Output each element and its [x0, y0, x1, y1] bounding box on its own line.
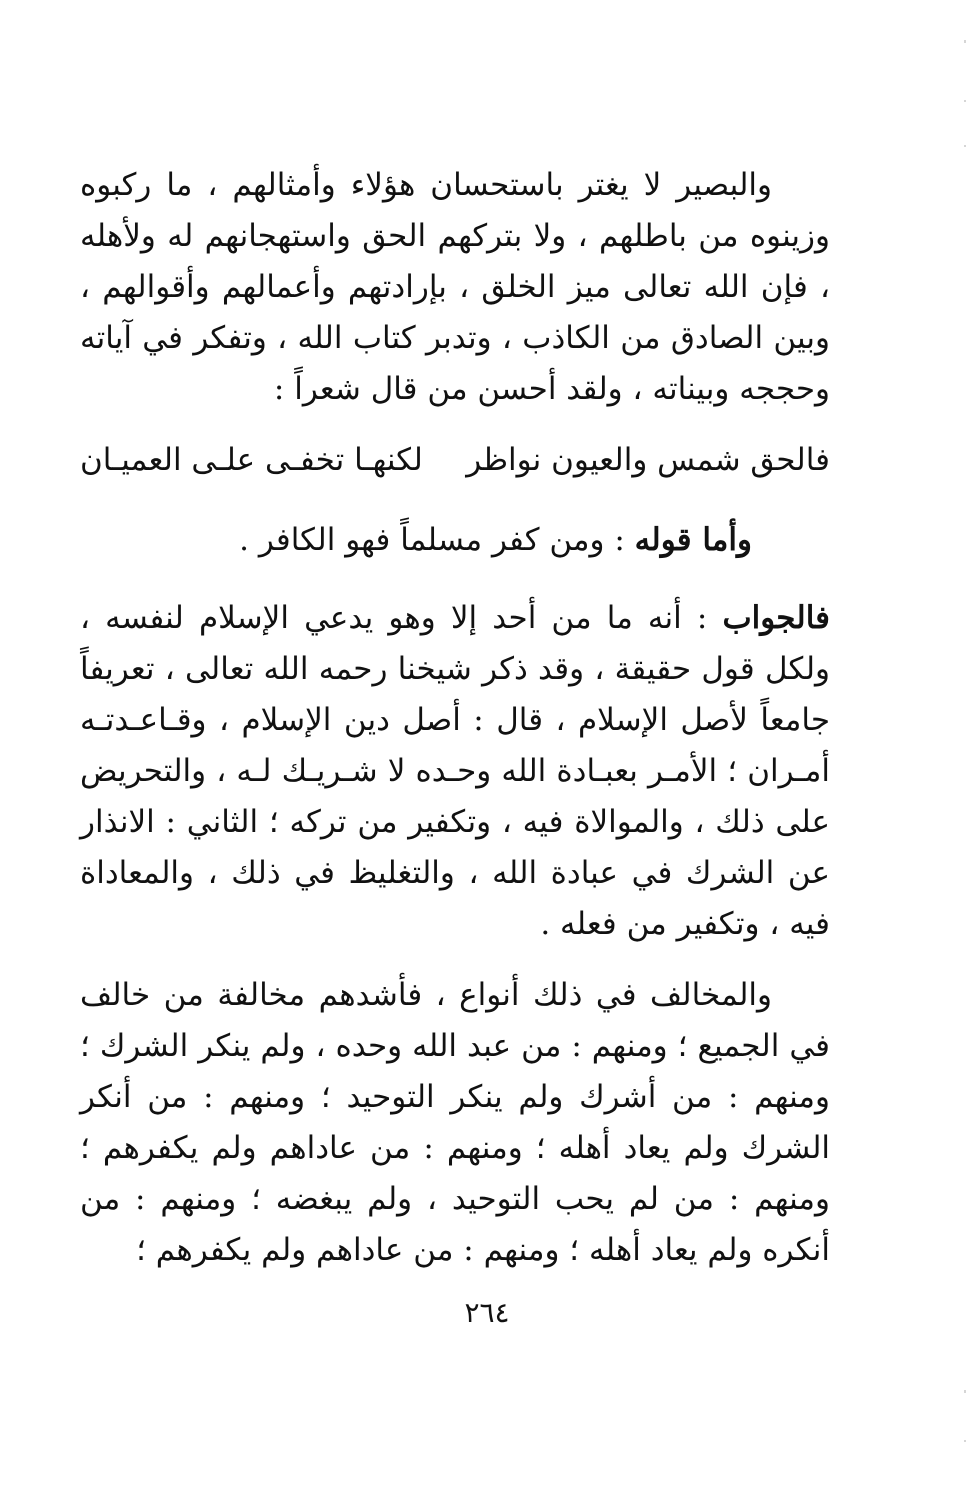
verse-second-hemistich: لكنهـا تخفـى علـى العميـان: [80, 442, 423, 478]
paragraph-mukhalif: والمخالف في ذلك أنواع ، فأشدهم مخالفة من خالف في الجميع ؛ ومنهم : من عبد الله وحده ، ولم ينكر الشرك ؛ ومنهم : من أشرك ولم ينكر التوحيد ؛ ومنهم : من أنكر الشرك ولم يعاد أهله ؛ ومنهم : من عاداهم ولم يكفرهم ؛ ومنهم : من لم يحب التوحيد ، ولم يبغضه ؛ ومنهم : من أنكره ولم يعاد أهله ؛ ومنهم : من عاداهم ولم يكفرهم ؛: [80, 977, 830, 1268]
paragraph-opening: والبصير لا يغتر باستحسان هؤلاء وأمثالهم ، ما ركبوه وزينوه من باطلهم ، ولا بتركهم الحق واستهجانهم له ولأهله ، فإن الله تعالى ميز الخلق ، بإرادتهم وأعمالهم وأقوالهم ، وبين الصادق من الكاذب ، وتدبر كتاب الله ، وتفكر في آياته وحججه وبيناته ، ولقد أحسن من قال شعراً :: [80, 167, 830, 407]
jawab-text: : أنه ما من أحد إلا وهو يدعي الإسلام لنفسه ، ولكل قول حقيقة ، وقد ذكر شيخنا رحمه الله تعالى ، تعريفاً جامعاً لأصل الإسلام ، قال : أصل دين الإسلام ، وقـاعـدتـه أمـران ؛ الأمـر بعبـادة الله وحـده لا شـريـك لـه ، والتحريض على ذلك ، والموالاة فيه ، وتكفير من تركه ؛ الثاني : الانذار عن الشرك في عبادة الله ، والتغليظ في ذلك ، والمعاداة فيه ، وتكفير من فعله .: [80, 600, 830, 942]
scan-speck: [964, 1440, 966, 1442]
verse-first-hemistich: فالحق شمس والعيون نواظر: [466, 442, 830, 478]
page-number: ٢٦٤: [464, 1296, 510, 1329]
scan-speck: [964, 1390, 966, 1393]
scan-speck: [964, 40, 966, 43]
paragraph-qawl: [80, 515, 830, 566]
scan-speck: [964, 100, 966, 102]
jawab-lead-word: فالجواب: [722, 600, 830, 636]
scan-speck: [964, 145, 966, 147]
paragraph-jawab: [80, 593, 830, 950]
scan-margin-marks: [960, 0, 966, 1489]
qawl-lead-word: وأما قوله: [634, 522, 752, 558]
qawl-text: : ومن كفر مسلماً فهو الكافر .: [239, 522, 625, 558]
poetry-verse: [80, 435, 830, 486]
